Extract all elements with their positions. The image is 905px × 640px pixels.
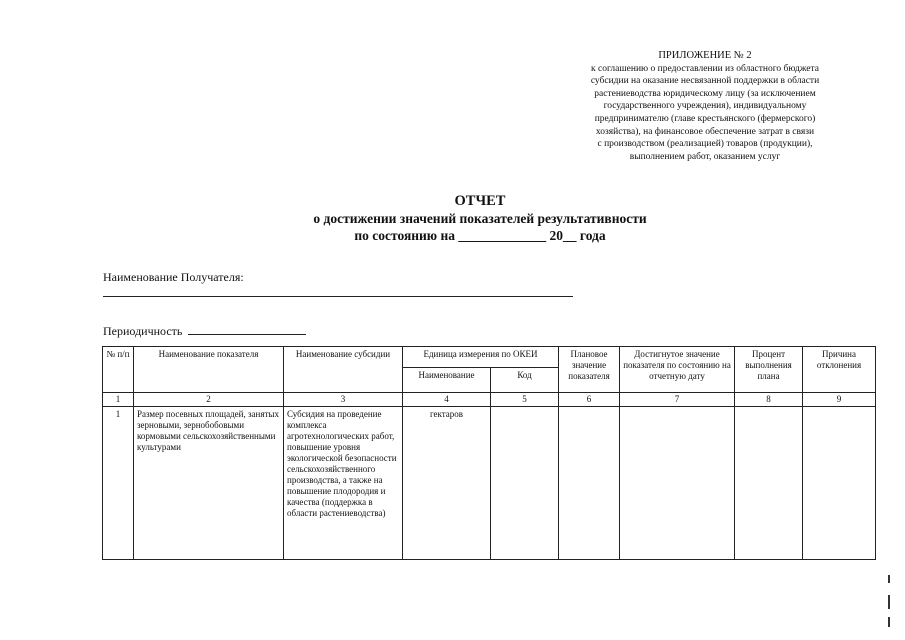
cell-percent[interactable]: [735, 407, 803, 560]
periodicity-label: Периодичность: [103, 324, 183, 338]
column-number: 7: [620, 393, 735, 407]
appendix-line: к соглашению о предоставлении из областного бюджета: [591, 63, 819, 74]
recipient-label: Наименование Получателя:: [103, 270, 244, 284]
report-heading: [230, 193, 730, 244]
column-number: 1: [103, 393, 134, 407]
report-table: [102, 346, 876, 560]
header-num: № п/п: [103, 347, 134, 393]
cell-unit-code[interactable]: [491, 407, 559, 560]
appendix-line: субсидии на оказание несвязанной поддержки в области: [590, 76, 820, 87]
header-percent: Процент выполнения плана: [735, 347, 803, 393]
column-number: 3: [284, 393, 403, 407]
appendix-block: [585, 50, 825, 163]
cell-achieved[interactable]: [620, 407, 735, 560]
column-number-row: [103, 393, 876, 407]
column-number: 9: [803, 393, 876, 407]
header-subsidy: Наименование субсидии: [284, 347, 403, 393]
header-achieved: Достигнутое значение показателя по состоянию на отчетную дату: [620, 347, 735, 393]
appendix-line: с производством (реализацией) товаров (продукции),: [597, 139, 813, 150]
appendix-title: ПРИЛОЖЕНИЕ № 2: [658, 50, 752, 61]
header-unit-code: Код: [491, 368, 559, 393]
appendix-line: государственного учреждения), индивидуальному: [603, 101, 807, 112]
column-number: 6: [559, 393, 620, 407]
appendix-line: выполнением работ, оказанием услуг: [629, 151, 781, 162]
header-reason: Причина отклонения: [803, 347, 876, 393]
table-row: [103, 407, 876, 560]
column-number: 2: [134, 393, 284, 407]
header-unit-group: Единица измерения по ОКЕИ: [403, 347, 559, 368]
appendix-line: хозяйства), на финансовое обеспечение затрат в связи: [595, 126, 815, 137]
table-header-row: [103, 347, 876, 368]
report-date-line: по состоянию на _____________ 20__ года: [354, 228, 606, 243]
appendix-line: растениеводства юридическому лицу (за исключением: [594, 88, 816, 99]
report-subtitle: о достижении значений показателей результативности: [313, 211, 647, 226]
cell-reason[interactable]: [803, 407, 876, 560]
header-unit-name: Наименование: [403, 368, 491, 393]
appendix-line: предпринимателю (главе крестьянского (фермерского): [594, 113, 816, 124]
cell-indicator: Размер посевных площадей, занятых зерновыми, зернобобовыми кормовыми сельскохозяйственными культурами: [134, 407, 284, 560]
cell-unit-name: гектаров: [403, 407, 491, 560]
recipient-blank-line: [103, 296, 573, 297]
report-title: ОТЧЕТ: [454, 193, 506, 209]
periodicity-row: [103, 323, 306, 339]
scan-artifact-marks: [888, 575, 891, 635]
header-indicator: Наименование показателя: [134, 347, 284, 393]
column-number: 4: [403, 393, 491, 407]
cell-planned[interactable]: [559, 407, 620, 560]
header-planned: Плановое значение показателя: [559, 347, 620, 393]
periodicity-blank-line: [188, 323, 306, 335]
column-number: 8: [735, 393, 803, 407]
cell-num: 1: [103, 407, 134, 560]
column-number: 5: [491, 393, 559, 407]
cell-subsidy: Субсидия на проведение комплекса агротехнологических работ, повышение уровня экологической безопасности сельскохозяйственного производства, а также на повышение плодородия и качества (поддержка в области растениеводства): [284, 407, 403, 560]
